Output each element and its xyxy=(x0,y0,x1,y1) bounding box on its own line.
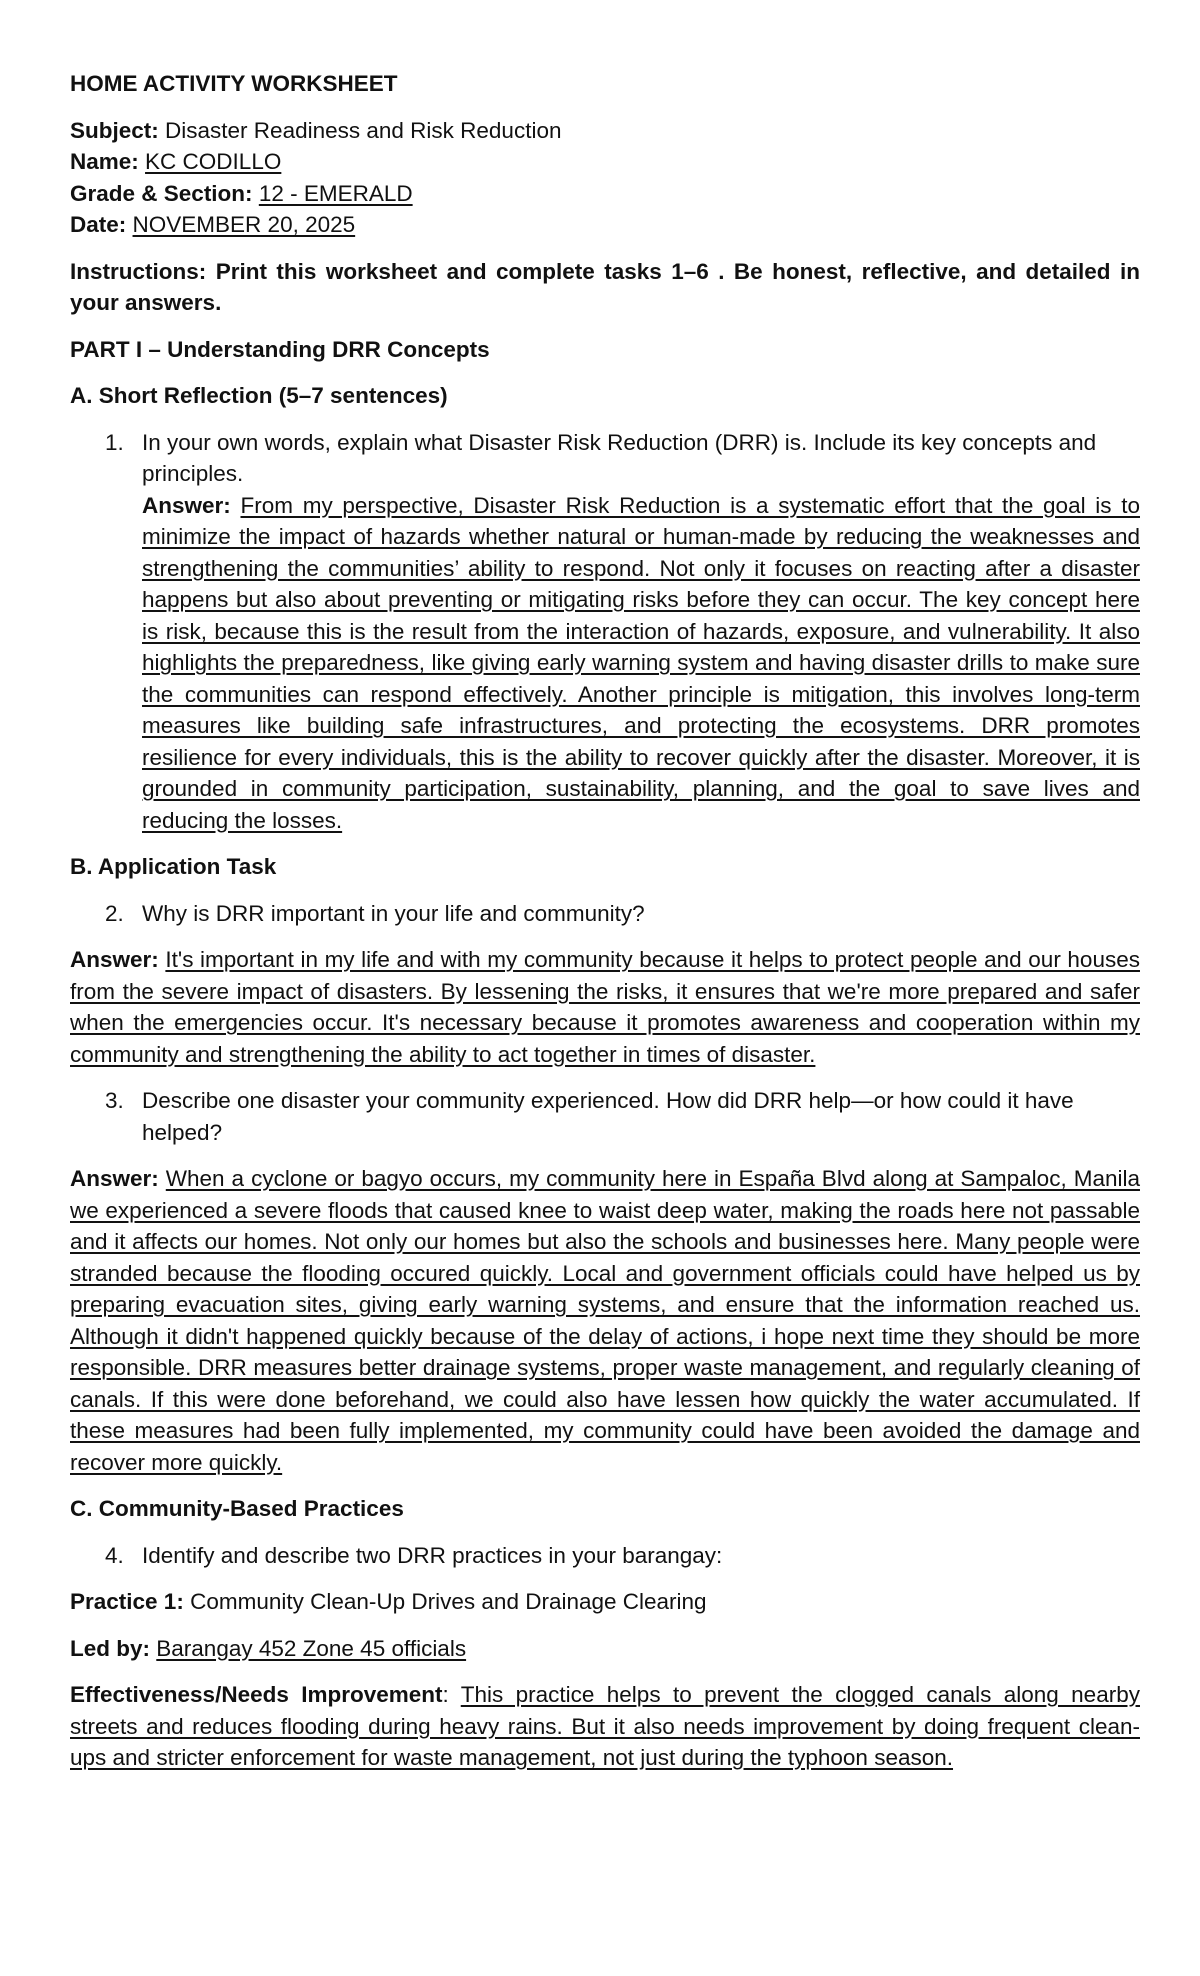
name-value: KC CODILLO xyxy=(145,149,282,174)
effectiveness-text: This practice helps to prevent the clogged canals along nearby streets and reduces flooding during heavy rains. But it also needs improvement by doing frequent clean-ups and stricter enforcement for waste management, not just during the typhoon season. xyxy=(70,1682,1140,1770)
led-by-label: Led by: xyxy=(70,1635,151,1661)
answer-1-text: From my perspective, Disaster Risk Reduction is a systematic effort that the goal is to minimize the impact of hazards whether natural or human-made by reducing the weaknesses and strengthening the communities’ ability to respond. Not only it focuses on reacting after a disaster happens but also about preventing or mitigating risks before they can occur. The key concept here is risk, because this is the result from the interaction of hazards, exposure, and vulnerability. It also highlights the preparedness, like giving early warning system and having disaster drills to make sure the communities can respond effectively. Another principle is mitigation, this involves long-term measures like building safe infrastructures, and protecting the ecosystems. DRR promotes resilience for every individuals, this is the ability to recover quickly after the disaster. Moreover, it is grounded in community participation, sustainability, planning, and the goal to save lives and reducing the losses. xyxy=(142,492,1140,833)
practice-1-value: Community Clean-Up Drives and Drainage Clearing xyxy=(190,1589,707,1614)
question-2-text: Why is DRR important in your life and community? xyxy=(142,900,645,926)
question-2-number: 2. xyxy=(105,900,124,926)
section-a-heading: A. Short Reflection (5–7 sentences) xyxy=(70,383,448,408)
led-by-value: Barangay 452 Zone 45 officials xyxy=(156,1635,467,1661)
effectiveness-row xyxy=(70,1679,1140,1774)
question-1-text: In your own words, explain what Disaster Risk Reduction (DRR) is. Include its key concepts and principles. xyxy=(142,429,1097,486)
section-b-heading: B. Application Task xyxy=(70,854,277,879)
date-value: NOVEMBER 20, 2025 xyxy=(132,212,356,237)
answer-1 xyxy=(70,490,1140,837)
practice-1-row xyxy=(70,1586,1140,1618)
question-3-number: 3. xyxy=(105,1088,124,1113)
date-label: Date: xyxy=(70,212,127,237)
section-c-heading: C. Community-Based Practices xyxy=(70,1496,404,1521)
question-3 xyxy=(70,1085,1140,1148)
question-4 xyxy=(70,1540,1140,1572)
subject-row xyxy=(70,115,1140,147)
answer-3-label: Answer: xyxy=(70,1166,159,1191)
answer-3-text: When a cyclone or bagyo occurs, my community here in España Blvd along at Sampaloc, Manila we experienced a severe floods that caused knee to waist deep water, making the roads here not passable and it affects our homes. Not only our homes but also the schools and businesses here. Many people were stranded because the flooding occured quickly. Local and government officials could have helped us by preparing evacuation sites, giving early warning systems, and ensure that the information reached us. Although it didn't happened quickly because of the delay of actions, i hope next time they should be more responsible. DRR measures better drainage systems, proper waste management, and regularly cleaning of canals. If this were done beforehand, we could also have lessen how quickly the water accumulated. If these measures had been fully implemented, my community could have been avoided the damage and recover more quickly. xyxy=(70,1166,1140,1475)
grade-value: 12 - EMERALD xyxy=(258,180,413,206)
question-4-text: Identify and describe two DRR practices in your barangay: xyxy=(142,1542,723,1568)
worksheet-page xyxy=(70,68,1140,1774)
answer-2 xyxy=(70,944,1140,1070)
name-row xyxy=(70,146,1140,178)
practice-1-label: Practice 1: xyxy=(70,1589,184,1614)
instructions: Instructions: Print this worksheet and complete tasks 1–6 . Be honest, reflective, and detailed in your answers. xyxy=(70,258,1140,315)
date-row xyxy=(70,209,1140,241)
led-by-row xyxy=(70,1633,1140,1665)
answer-2-label: Answer: xyxy=(70,947,159,972)
answer-2-text: It's important in my life and with my community because it helps to protect people and our houses from the severe impact of disasters. By lessening the risks, it ensures that we're more prepared and safer when the emergencies occur. It's necessary because it promotes awareness and cooperation within my community and strengthening the ability to act together in times of disaster. xyxy=(70,947,1140,1067)
grade-label: Grade & Section: xyxy=(70,180,253,206)
effectiveness-label: Effectiveness/Needs Improvement xyxy=(70,1682,443,1707)
answer-1-label: Answer: xyxy=(142,492,231,518)
question-4-number: 4. xyxy=(105,1542,124,1568)
subject-value: Disaster Readiness and Risk Reduction xyxy=(165,117,562,143)
question-2 xyxy=(70,898,1140,930)
subject-label: Subject: xyxy=(70,117,159,143)
question-1-number: 1. xyxy=(105,429,124,455)
effectiveness-colon: : xyxy=(442,1682,449,1707)
worksheet-title: HOME ACTIVITY WORKSHEET xyxy=(70,71,398,96)
grade-row xyxy=(70,178,1140,210)
answer-3 xyxy=(70,1163,1140,1478)
question-1 xyxy=(70,427,1140,490)
question-3-text: Describe one disaster your community experienced. How did DRR help—or how could it have helped? xyxy=(142,1088,1074,1145)
name-label: Name: xyxy=(70,149,139,174)
part1-heading: PART I – Understanding DRR Concepts xyxy=(70,336,490,362)
